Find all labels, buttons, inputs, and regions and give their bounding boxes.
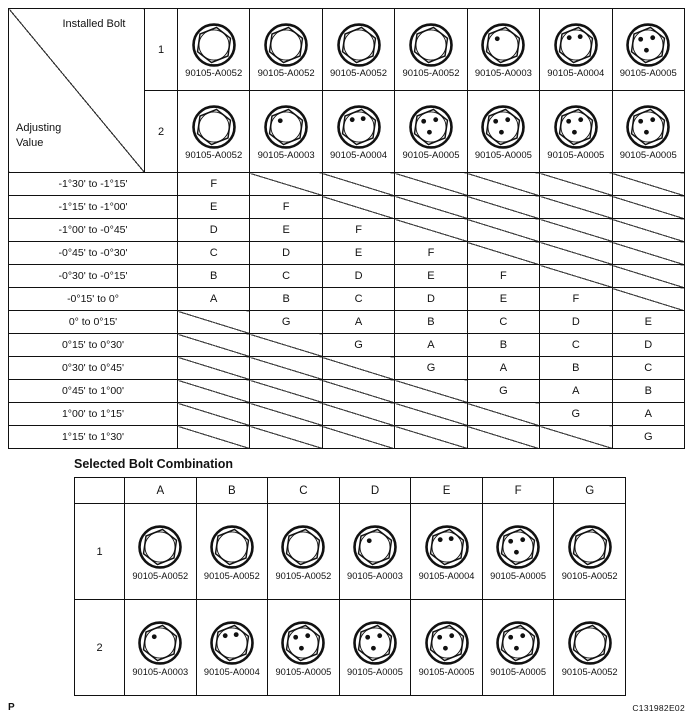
adjusting-value-row [9, 196, 685, 219]
not-applicable-cell [250, 357, 322, 380]
bolt-cell [411, 504, 483, 600]
bolt-part-number: 90105-A0052 [185, 68, 243, 80]
bolt-head-icon [480, 22, 526, 68]
combination-letter: A [322, 311, 394, 334]
bolt-part-number: 90105-A0005 [474, 150, 532, 162]
bolt-cell [395, 91, 467, 173]
not-applicable-cell [250, 403, 322, 426]
not-applicable-cell [612, 242, 684, 265]
adjusting-value-row [9, 265, 685, 288]
bolt-part-number: 90105-A0052 [561, 571, 618, 582]
bolt-head-icon [137, 524, 183, 570]
combination-letter: A [540, 380, 612, 403]
combination-letter: F [250, 196, 322, 219]
combination-column-header: E [411, 478, 483, 504]
not-applicable-cell [322, 173, 394, 196]
not-applicable-cell [612, 265, 684, 288]
combination-header-row [75, 478, 626, 504]
bolt-cell [540, 91, 612, 173]
bolt-cell [339, 504, 411, 600]
bolt-head-icon [191, 104, 237, 150]
bolt-cell [395, 9, 467, 91]
bolt-cell [250, 9, 322, 91]
combination-letter: G [322, 334, 394, 357]
adjusting-value-range: 0°15' to 0°30' [9, 334, 178, 357]
not-applicable-cell [467, 196, 539, 219]
bolt-cell [482, 504, 554, 600]
bolt-position-number: 1 [75, 504, 125, 600]
bolt-cell [612, 91, 684, 173]
not-applicable-cell [467, 426, 539, 449]
bolt-cell [554, 504, 626, 600]
bolt-part-number: 90105-A0052 [402, 68, 460, 80]
not-applicable-cell [540, 242, 612, 265]
adjusting-value-range: -1°00' to -0°45' [9, 219, 178, 242]
not-applicable-cell [395, 426, 467, 449]
bolt-head-icon [625, 104, 671, 150]
combination-letter: D [395, 288, 467, 311]
not-applicable-cell [395, 380, 467, 403]
adjusting-value-row [9, 311, 685, 334]
bolt-head-icon [553, 22, 599, 68]
not-applicable-cell [612, 196, 684, 219]
not-applicable-cell [250, 334, 322, 357]
bolt-part-number: 90105-A0005 [347, 667, 403, 678]
bolt-head-icon [424, 524, 470, 570]
bolt-cell [554, 600, 626, 696]
bolt-part-number: 90105-A0005 [418, 667, 475, 678]
adjusting-value-range: -0°15' to 0° [9, 288, 178, 311]
not-applicable-cell [250, 380, 322, 403]
bolt-cell [467, 9, 539, 91]
bolt-cell [125, 504, 197, 600]
bolt-part-number: 90105-A0004 [203, 667, 260, 678]
combination-letter: G [540, 403, 612, 426]
adjusting-value-row [9, 219, 685, 242]
bolt-position-number: 2 [145, 91, 178, 173]
adjusting-value-range: 1°15' to 1°30' [9, 426, 178, 449]
adjusting-value-row [9, 357, 685, 380]
combination-column-header: B [196, 478, 268, 504]
bolt-head-icon [408, 22, 454, 68]
not-applicable-cell [322, 426, 394, 449]
combination-letter: B [540, 357, 612, 380]
not-applicable-cell [178, 357, 250, 380]
not-applicable-cell [250, 173, 322, 196]
installed-bolt-row [9, 9, 685, 91]
not-applicable-cell [178, 311, 250, 334]
bolt-head-icon [209, 620, 255, 666]
not-applicable-cell [178, 426, 250, 449]
combination-letter: D [178, 219, 250, 242]
combination-letter: F [540, 288, 612, 311]
combination-letter: C [250, 265, 322, 288]
combination-column-header: D [339, 478, 411, 504]
adjusting-value-row [9, 426, 685, 449]
selected-bolt-combination-table-body [75, 478, 626, 696]
not-applicable-cell [178, 403, 250, 426]
adjusting-value-row [9, 173, 685, 196]
bolt-head-icon [567, 620, 613, 666]
bolt-part-number: 90105-A0005 [619, 68, 677, 80]
adjusting-value-range: 0°30' to 0°45' [9, 357, 178, 380]
bolt-cell [250, 91, 322, 173]
combination-column-header: G [554, 478, 626, 504]
adjusting-value-range: 0° to 0°15' [9, 311, 178, 334]
not-applicable-cell [612, 219, 684, 242]
not-applicable-cell [322, 380, 394, 403]
combination-letter: D [322, 265, 394, 288]
bolt-part-number: 90105-A0003 [132, 667, 189, 678]
combination-letter: G [612, 426, 684, 449]
bolt-cell [612, 9, 684, 91]
bolt-cell [125, 600, 197, 696]
bolt-cell [467, 91, 539, 173]
adjusting-value-range: -1°15' to -1°00' [9, 196, 178, 219]
bolt-part-number: 90105-A0005 [547, 150, 605, 162]
bolt-head-icon [280, 620, 326, 666]
combination-bolt-row [75, 504, 626, 600]
combination-letter: C [467, 311, 539, 334]
combination-column-header: C [268, 478, 340, 504]
bolt-head-icon [352, 524, 398, 570]
combination-letter: F [322, 219, 394, 242]
not-applicable-cell [467, 219, 539, 242]
not-applicable-cell [395, 403, 467, 426]
bolt-head-icon [191, 22, 237, 68]
bolt-head-icon [480, 104, 526, 150]
page-marker: P [8, 702, 15, 713]
not-applicable-cell [467, 173, 539, 196]
bolt-part-number: 90105-A0052 [203, 571, 260, 582]
combination-letter: E [178, 196, 250, 219]
combination-letter: A [178, 288, 250, 311]
not-applicable-cell [395, 196, 467, 219]
not-applicable-cell [540, 219, 612, 242]
adjusting-value-range: 1°00' to 1°15' [9, 403, 178, 426]
combination-letter: B [250, 288, 322, 311]
bolt-head-icon [553, 104, 599, 150]
corner-cell [9, 9, 145, 173]
bolt-part-number: 90105-A0003 [347, 571, 403, 582]
bolt-part-number: 90105-A0005 [275, 667, 332, 678]
selected-bolt-combination-table [74, 477, 626, 696]
adjusting-value-range: -0°45' to -0°30' [9, 242, 178, 265]
bolt-cell [339, 600, 411, 696]
bolt-head-icon [495, 524, 541, 570]
combination-letter: C [612, 357, 684, 380]
adjusting-value-row [9, 380, 685, 403]
bolt-part-number: 90105-A0004 [547, 68, 605, 80]
camber-adjustment-table-body [9, 9, 685, 449]
combination-column-header: F [482, 478, 554, 504]
bolt-part-number: 90105-A0004 [330, 150, 388, 162]
bolt-head-icon [209, 524, 255, 570]
bolt-head-icon [263, 22, 309, 68]
adjusting-value-range: -1°30' to -1°15' [9, 173, 178, 196]
bolt-part-number: 90105-A0005 [619, 150, 677, 162]
bolt-head-icon [336, 22, 382, 68]
combination-letter: B [467, 334, 539, 357]
combination-letter: G [467, 380, 539, 403]
combination-letter: E [612, 311, 684, 334]
adjusting-value-row [9, 242, 685, 265]
bolt-head-icon [280, 524, 326, 570]
bolt-position-number: 2 [75, 600, 125, 696]
bolt-part-number: 90105-A0005 [402, 150, 460, 162]
combination-letter: G [395, 357, 467, 380]
camber-adjustment-table [8, 8, 685, 449]
bolt-head-icon [625, 22, 671, 68]
bolt-part-number: 90105-A0052 [275, 571, 332, 582]
bolt-cell [482, 600, 554, 696]
combination-letter: D [540, 311, 612, 334]
combination-letter: F [178, 173, 250, 196]
combination-letter: C [178, 242, 250, 265]
bolt-head-icon [137, 620, 183, 666]
bolt-head-icon [352, 620, 398, 666]
bolt-head-icon [263, 104, 309, 150]
combination-letter: E [467, 288, 539, 311]
combination-column-header: A [125, 478, 197, 504]
bolt-part-number: 90105-A0003 [474, 68, 532, 80]
adjusting-value-range: -0°30' to -0°15' [9, 265, 178, 288]
not-applicable-cell [395, 219, 467, 242]
combination-letter: E [322, 242, 394, 265]
section-heading: Selected Bolt Combination [74, 457, 234, 471]
adjusting-value-row [9, 403, 685, 426]
adjusting-value-row [9, 334, 685, 357]
combination-letter: A [612, 403, 684, 426]
not-applicable-cell [612, 288, 684, 311]
not-applicable-cell [322, 403, 394, 426]
bolt-head-icon [336, 104, 382, 150]
not-applicable-cell [612, 173, 684, 196]
not-applicable-cell [540, 196, 612, 219]
not-applicable-cell [467, 403, 539, 426]
header-blank-cell [75, 478, 125, 504]
bolt-part-number: 90105-A0052 [132, 571, 189, 582]
bolt-head-icon [495, 620, 541, 666]
adjusting-value-row [9, 288, 685, 311]
bolt-cell [196, 504, 268, 600]
combination-letter: A [467, 357, 539, 380]
bolt-head-icon [567, 524, 613, 570]
combination-letter: B [178, 265, 250, 288]
bolt-part-number: 90105-A0005 [490, 571, 547, 582]
combination-letter: C [540, 334, 612, 357]
not-applicable-cell [322, 357, 394, 380]
bolt-part-number: 90105-A0052 [561, 667, 618, 678]
combination-letter: D [250, 242, 322, 265]
bolt-part-number: 90105-A0003 [257, 150, 315, 162]
combination-letter: G [250, 311, 322, 334]
not-applicable-cell [395, 173, 467, 196]
figure-code: C131982E02 [632, 703, 685, 713]
not-applicable-cell [540, 265, 612, 288]
combination-letter: F [467, 265, 539, 288]
combination-letter: E [395, 265, 467, 288]
bolt-cell [178, 91, 250, 173]
bolt-part-number: 90105-A0004 [418, 571, 475, 582]
bolt-cell [540, 9, 612, 91]
bolt-cell [178, 9, 250, 91]
bolt-part-number: 90105-A0052 [257, 68, 315, 80]
combination-letter: B [612, 380, 684, 403]
bolt-part-number: 90105-A0052 [185, 150, 243, 162]
combination-letter: B [395, 311, 467, 334]
bolt-cell [411, 600, 483, 696]
corner-label-adjusting-value: Adjusting Value [16, 122, 62, 149]
combination-letter: C [322, 288, 394, 311]
bolt-part-number: 90105-A0005 [490, 667, 547, 678]
not-applicable-cell [178, 334, 250, 357]
not-applicable-cell [540, 426, 612, 449]
bolt-cell [268, 504, 340, 600]
bolt-head-icon [424, 620, 470, 666]
bolt-cell [268, 600, 340, 696]
bolt-part-number: 90105-A0052 [330, 68, 388, 80]
bolt-cell [196, 600, 268, 696]
bolt-cell [322, 9, 394, 91]
not-applicable-cell [322, 196, 394, 219]
page-footer [8, 702, 685, 713]
bolt-head-icon [408, 104, 454, 150]
combination-bolt-row [75, 600, 626, 696]
combination-letter: F [395, 242, 467, 265]
not-applicable-cell [540, 173, 612, 196]
not-applicable-cell [250, 426, 322, 449]
bolt-position-number: 1 [145, 9, 178, 91]
not-applicable-cell [178, 380, 250, 403]
not-applicable-cell [467, 242, 539, 265]
combination-letter: A [395, 334, 467, 357]
bolt-cell [322, 91, 394, 173]
combination-letter: D [612, 334, 684, 357]
adjusting-value-range: 0°45' to 1°00' [9, 380, 178, 403]
corner-label-installed-bolt: Installed Bolt [62, 18, 126, 30]
combination-letter: E [250, 219, 322, 242]
